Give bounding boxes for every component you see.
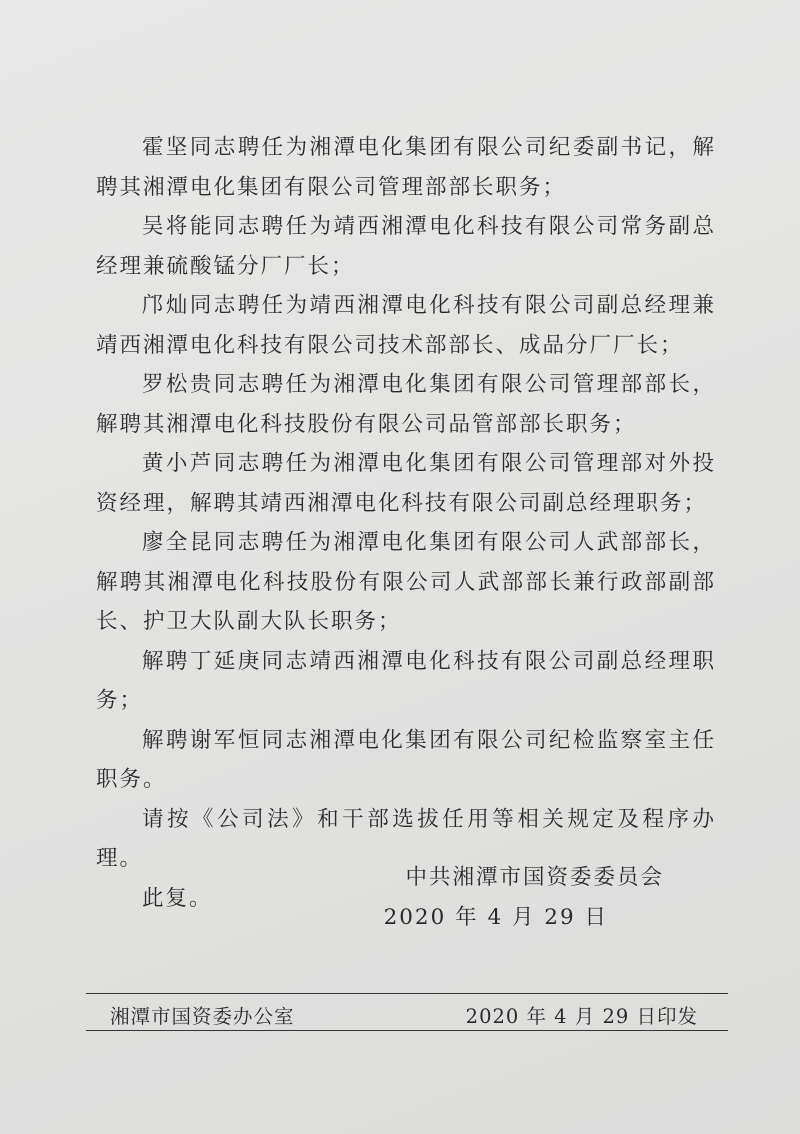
footer-print-date: 2020 年 4 月 29 日印发 — [465, 1005, 698, 1028]
footer-issuer: 湘潭市国资委办公室 — [110, 1005, 295, 1028]
footer-top-rule — [86, 993, 728, 994]
paragraph: 请按《公司法》和干部选拔任用等相关规定及程序办理。 — [96, 806, 716, 871]
paragraph: 廖全昆同志聘任为湘潭电化集团有限公司人武部部长，解聘其湘潭电化科技股份有限公司人武部部长兼行政部副部长、护卫大队副大队长职务； — [96, 530, 716, 634]
signature-organization: 中共湘潭市国资委委员会 — [405, 865, 664, 890]
paragraph: 此复。 — [142, 885, 213, 911]
paragraph: 解聘谢军恒同志湘潭电化集团有限公司纪检监察室主任职务。 — [96, 727, 716, 792]
paragraph: 解聘丁延庚同志靖西湘潭电化科技有限公司副总经理职务； — [96, 648, 716, 713]
footer-bottom-rule — [86, 1030, 728, 1031]
paragraph: 黄小芦同志聘任为湘潭电化集团有限公司管理部对外投资经理，解聘其靖西湘潭电化科技有限公司副总经理职务； — [96, 451, 716, 516]
paragraph: 罗松贵同志聘任为湘潭电化集团有限公司管理部部长，解聘其湘潭电化科技股份有限公司品管部部长职务； — [96, 372, 716, 437]
paragraph: 吴将能同志聘任为靖西湘潭电化科技有限公司常务副总经理兼硫酸锰分厂厂长； — [96, 214, 716, 279]
document-body — [96, 128, 716, 918]
paragraph: 邝灿同志聘任为靖西湘潭电化科技有限公司副总经理兼靖西湘潭电化科技有限公司技术部部长、成品分厂厂长； — [96, 293, 716, 358]
paragraph: 霍坚同志聘任为湘潭电化集团有限公司纪委副书记，解聘其湘潭电化集团有限公司管理部部长职务； — [96, 135, 716, 200]
signature-date: 2020 年 4 月 29 日 — [383, 905, 608, 930]
